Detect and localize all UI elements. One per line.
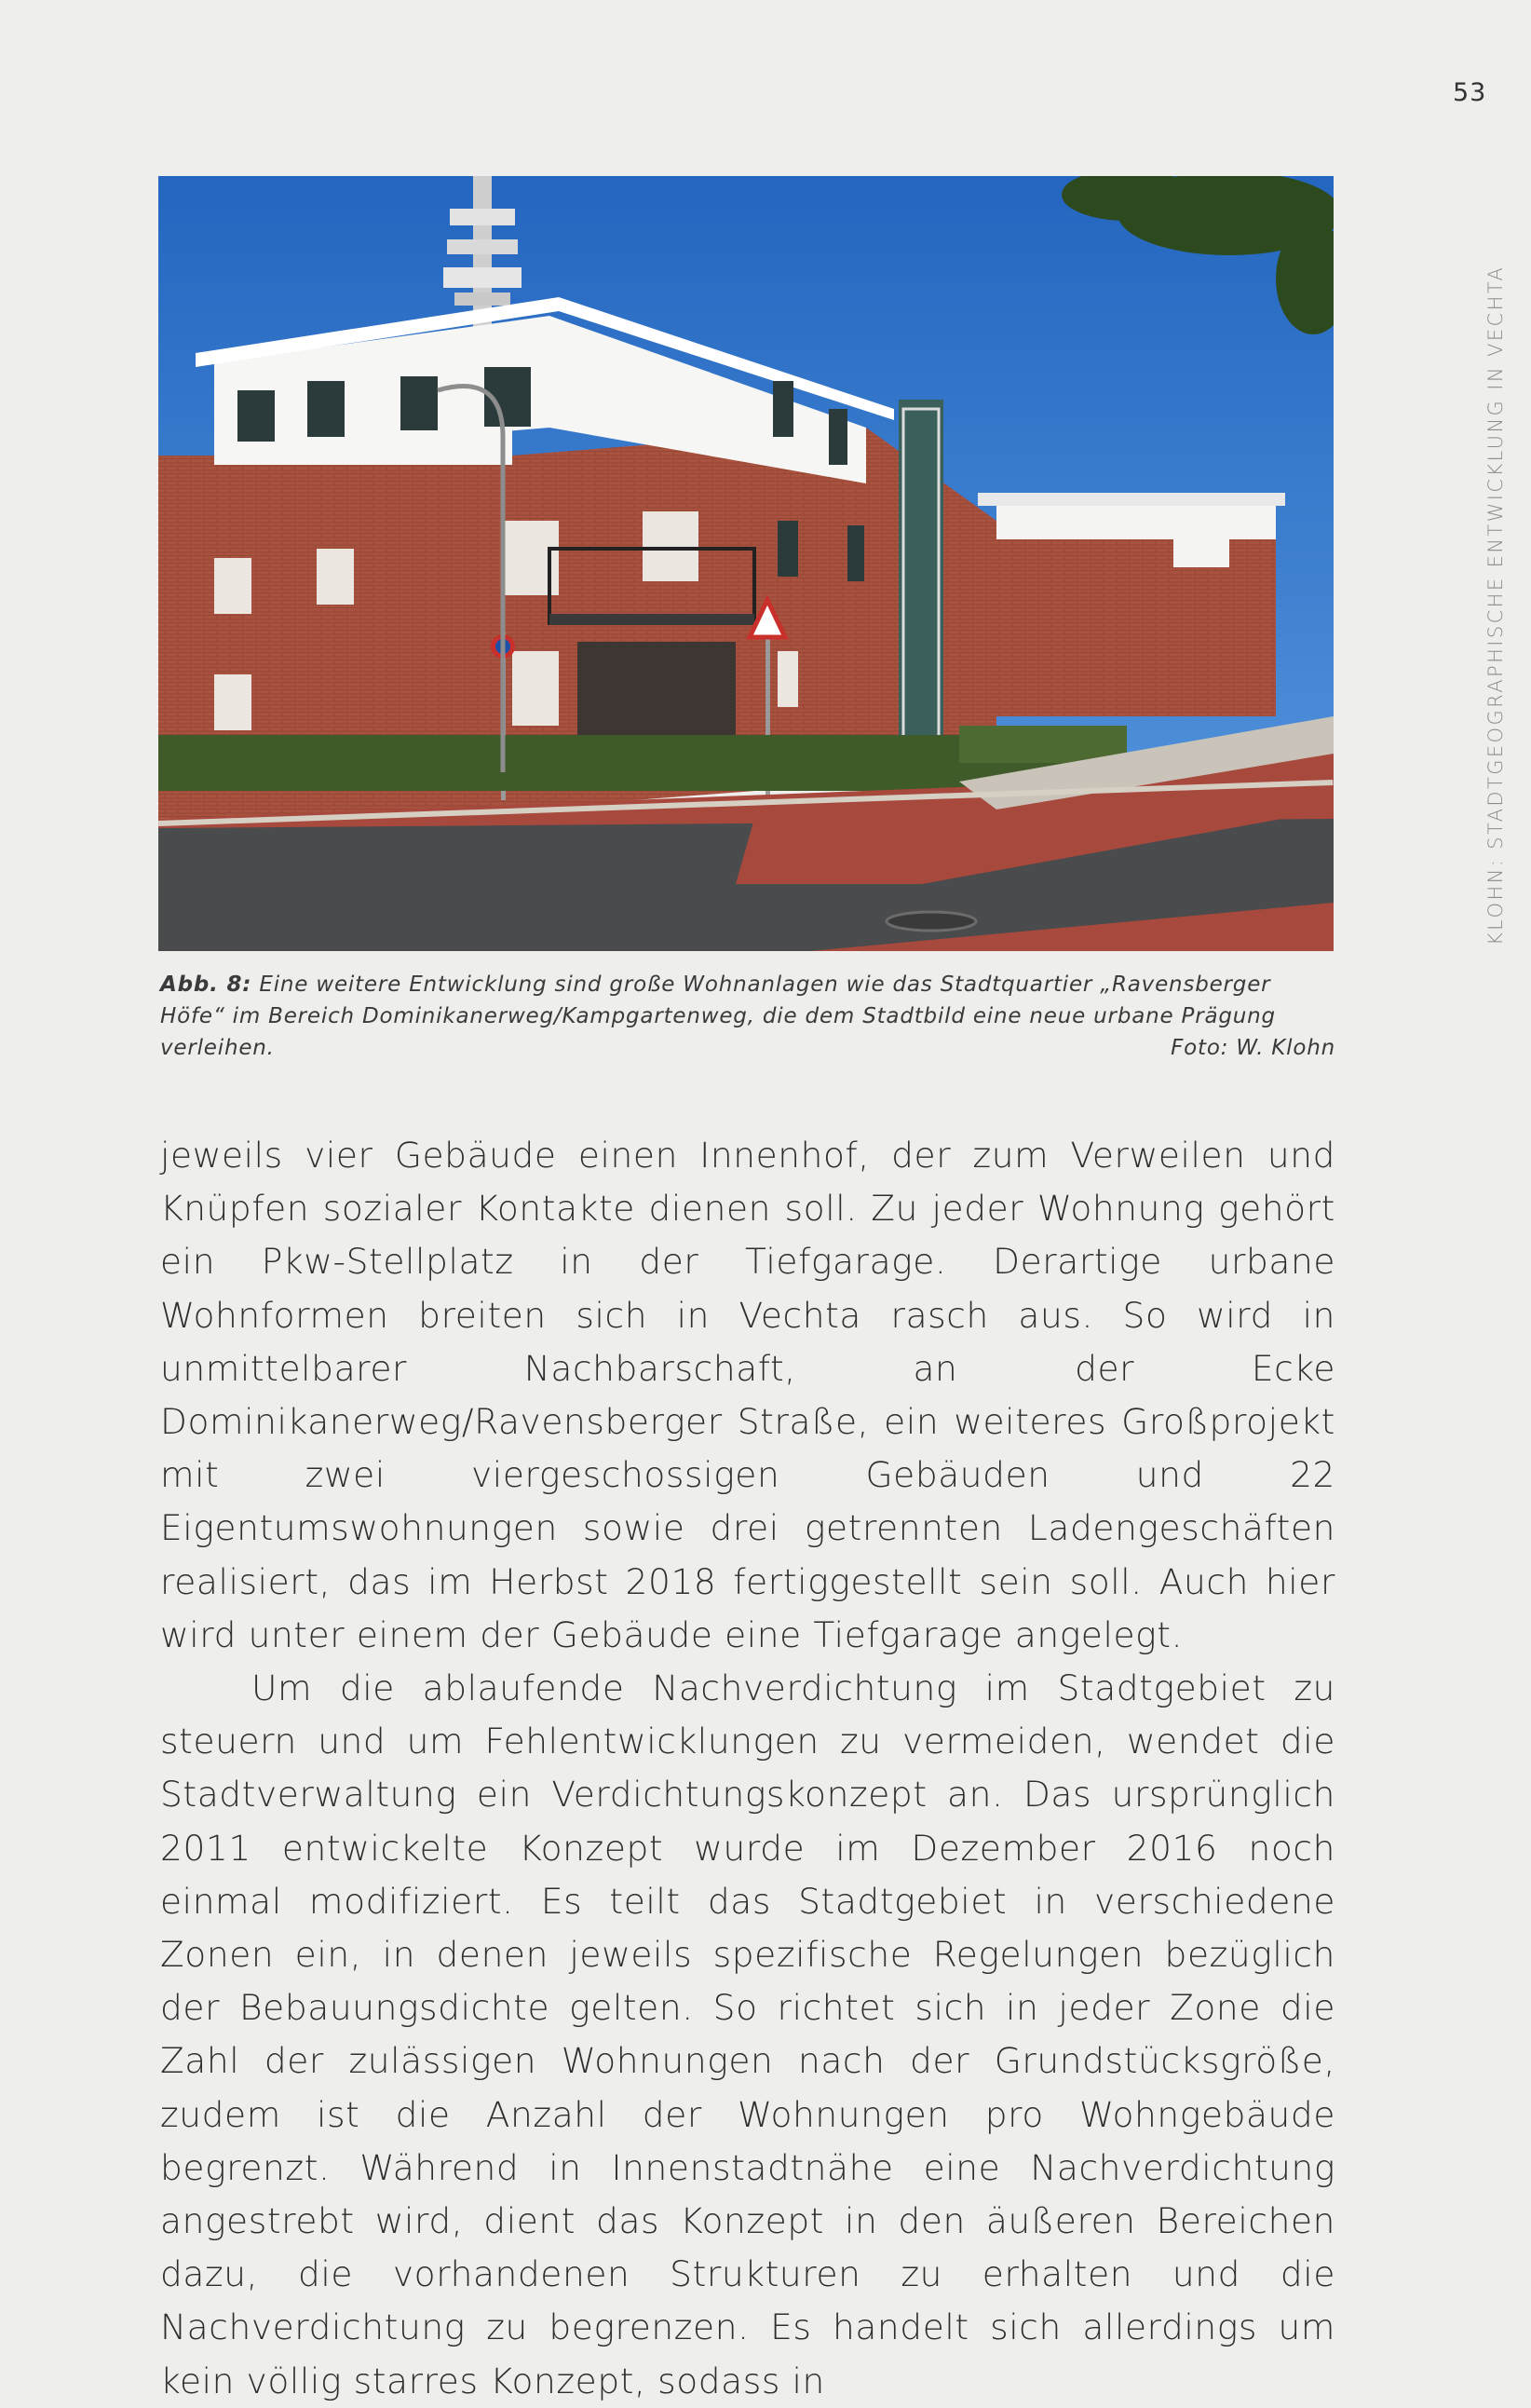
figure-label: Abb. 8: — [160, 973, 252, 997]
photo-credit: Foto: W. Klohn — [1171, 1036, 1335, 1060]
paragraph-1: jeweils vier Gebäude einen Innenhof, der zum Verweilen und Knüpfen sozialer Kontakte dienen soll. Zu jeder Wohnung gehört ein Pkw-Stellplatz in der Tiefgarage. Derartige urbane Wohnformen breiten sich in Vechta rasch aus. So wird in unmittelbarer Nachbarschaft, an der Ecke Dominikanerweg/Ravensberger Straße, ein weiteres Großprojekt mit zwei viergeschossigen Gebäuden und 22 Eigentumswohnungen sowie drei getrennten Ladengeschäften realisiert, das im Herbst 2018 fertiggestellt sein soll. Auch hier wird unter einem der Gebäude eine Tiefgarage angelegt. — [160, 1135, 1335, 1655]
hedge — [158, 735, 1090, 791]
page-number: 53 — [1453, 78, 1487, 107]
background-buildings — [978, 493, 1285, 716]
body-text — [160, 1129, 1335, 2408]
figure-photo — [158, 176, 1334, 951]
paragraph-2: Um die ablaufende Nachverdichtung im Stadtgebiet zu steuern und um Fehlentwicklungen zu vermeiden, wendet die Stadtverwaltung ein Verdichtungskonzept an. Das ursprünglich 2011 entwickelte Konzept wurde im Dezember 2016 noch einmal modifiziert. Es teilt das Stadtgebiet in verschiedene Zonen ein, in denen jeweils spezifische Regelungen bezüglich der Bebauungsdichte gelten. So richtet sich in jeder Zone die Zahl der zulässigen Wohnungen nach der Grundstücksgröße, zudem ist die Anzahl der Wohnungen pro Wohngebäude begrenzt. Während in Innenstadtnähe eine Nachverdichtung angestrebt wird, dient das Konzept in den äußeren Bereichen dazu, die vorhandenen Strukturen zu erhalten und die Nachverdichtung zu begrenzen. Es handelt sich allerdings um kein völlig starres Konzept, sodass in — [160, 1667, 1335, 2401]
figure-caption — [160, 969, 1335, 1064]
figure-caption-text: Eine weitere Entwicklung sind große Wohnanlagen wie das Stadtquartier „Ravensberger Höfe“ im Bereich Dominikanerweg/Kampgartenweg, die dem Stadtbild eine neue urbane Prägung verleihen. — [160, 973, 1276, 1060]
running-head: KLOHN: STADTGEOGRAPHISCHE ENTWICKLUNG IN VECHTA — [1484, 265, 1507, 946]
